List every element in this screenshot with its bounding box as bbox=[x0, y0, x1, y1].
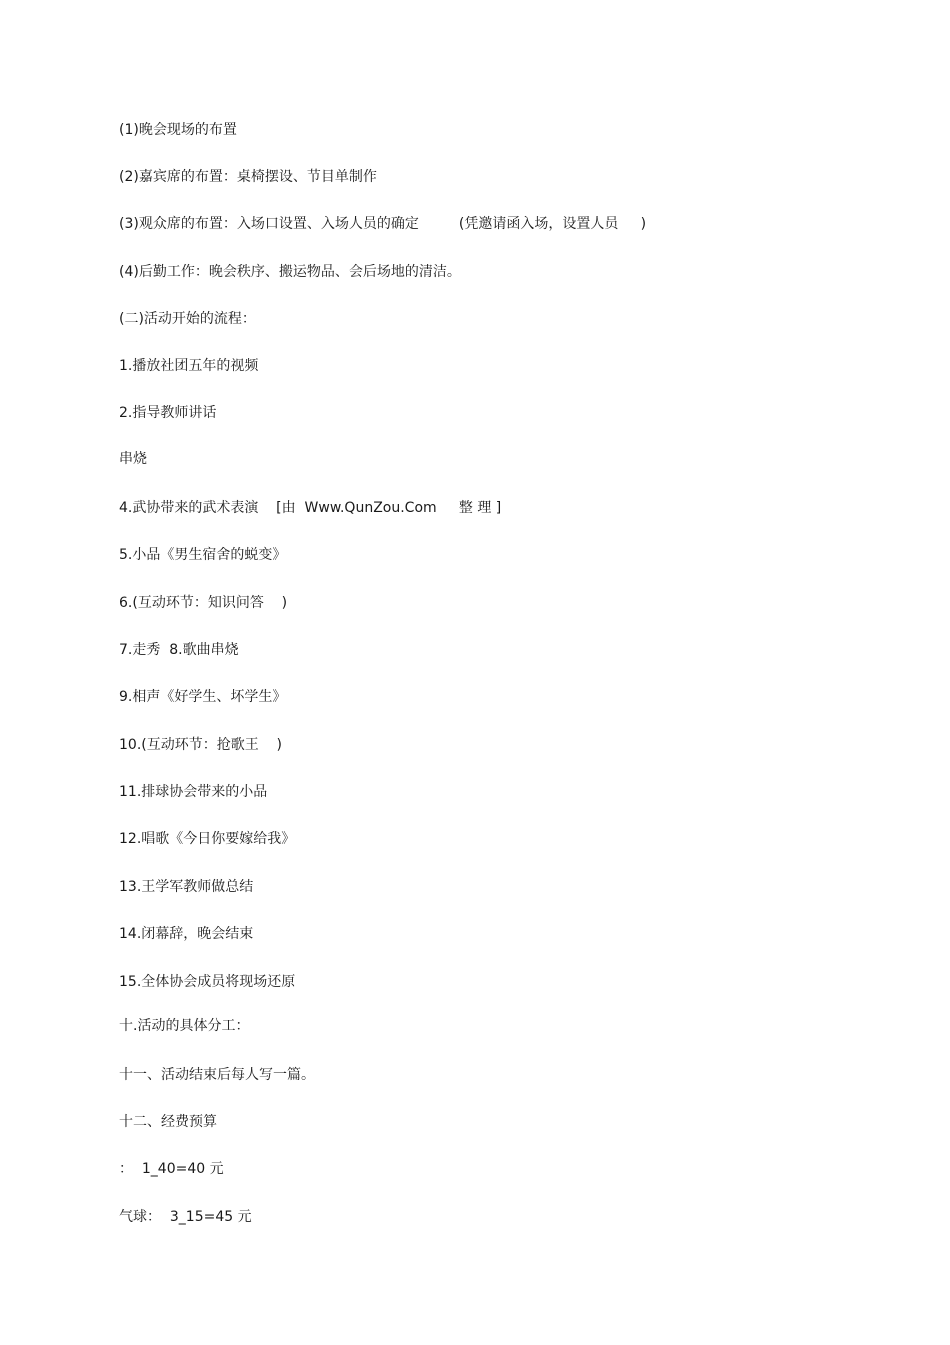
text-line: 9.相声《好学生、坏学生》 bbox=[119, 689, 287, 705]
text-line: 13.王学军教师做总结 bbox=[119, 879, 254, 895]
text-line: 1.播放社团五年的视频 bbox=[119, 358, 259, 374]
section-heading: 十二、经费预算 bbox=[119, 1114, 217, 1130]
budget-line: ： 1_40=40 元 bbox=[119, 1161, 224, 1177]
text-line: 11.排球协会带来的小品 bbox=[119, 784, 268, 800]
text-line: (3)观众席的布置：入场口设置、入场人员的确定 (凭邀请函入场，设置人员 ) bbox=[119, 216, 647, 232]
text-line: 2.指导教师讲话 bbox=[119, 405, 217, 421]
section-heading: (二)活动开始的流程： bbox=[119, 311, 256, 327]
text-line: 7.走秀 8.歌曲串烧 bbox=[119, 642, 239, 658]
text-line: (2)嘉宾席的布置：桌椅摆设、节目单制作 bbox=[119, 169, 377, 185]
text-line: 14.闭幕辞，晚会结束 bbox=[119, 926, 254, 942]
text-line: 4.武协带来的武术表演 [由 Www.QunZou.Com 整 理 ] bbox=[119, 500, 502, 516]
section-heading: 十一、活动结束后每人写一篇。 bbox=[119, 1067, 315, 1083]
text-line: 15.全体协会成员将现场还原 bbox=[119, 974, 296, 990]
text-line: 6.(互动环节：知识问答 ) bbox=[119, 595, 288, 611]
budget-line: 气球： 3_15=45 元 bbox=[119, 1209, 252, 1225]
text-line: 串烧 bbox=[119, 451, 147, 467]
text-line: 12.唱歌《今日你要嫁给我》 bbox=[119, 831, 296, 847]
text-line: (1)晚会现场的布置 bbox=[119, 122, 237, 138]
text-line: 10.(互动环节：抢歌王 ) bbox=[119, 737, 282, 753]
section-heading: 十.活动的具体分工： bbox=[119, 1018, 250, 1034]
text-line: (4)后勤工作：晚会秩序、搬运物品、会后场地的清洁。 bbox=[119, 264, 461, 280]
text-line: 5.小品《男生宿舍的蜕变》 bbox=[119, 547, 287, 563]
